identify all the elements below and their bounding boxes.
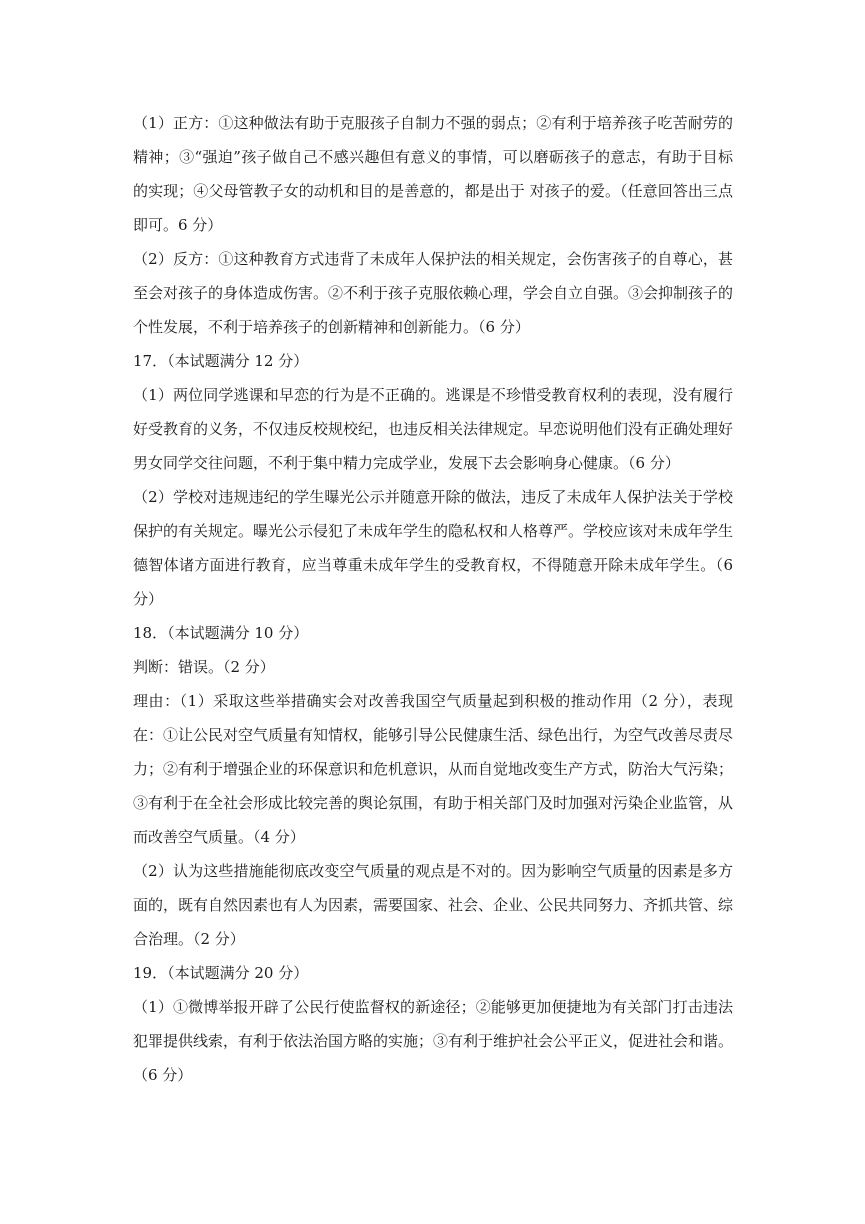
document-body: [133, 106, 733, 1092]
question-19-heading: 19．（本试题满分 20 分）: [133, 964, 309, 982]
answer-16-part-2: （2）反方：①这种教育方式违背了未成年人保护法的相关规定，会伤害孩子的自尊心，甚至会对孩子的身体造成伤害。②不利于孩子克服依赖心理，学会自立自强。③会抑制孩子的个性发展，不利于培养孩子的创新精神和创新能力。（6 分）: [133, 250, 734, 336]
answer-17-part-2: （2）学校对违规违纪的学生曝光公示并随意开除的做法，违反了未成年人保护法关于学校保护的有关规定。曝光公示侵犯了未成年学生的隐私权和人格尊严。学校应该对未成年学生德智体诸方面进行教育，应当尊重未成年学生的受教育权，不得随意开除未成年学生。（6 分）: [133, 488, 734, 608]
answer-17-part-1: （1）两位同学逃课和早恋的行为是不正确的。逃课是不珍惜受教育权利的表现，没有履行好受教育的义务，不仅违反校规校纪，也违反相关法律规定。早恋说明他们没有正确处理好男女同学交往问题，不利于集中精力完成学业，发展下去会影响身心健康。（6 分）: [133, 386, 734, 472]
question-18-heading: 18．（本试题满分 10 分）: [133, 624, 309, 642]
answer-18-reason-1: 理由：（1）采取这些举措确实会对改善我国空气质量起到积极的推动作用（2 分），表现在：①让公民对空气质量有知情权，能够引导公民健康生活、绿色出行，为空气改善尽责尽力；②有利于增强企业的环保意识和危机意识，从而自觉地改变生产方式，防治大气污染；③有利于在全社会形成比较完善的舆论氛围，有助于相关部门及时加强对污染企业监管，从而改善空气质量。（4 分）: [133, 692, 734, 846]
question-17-heading: 17．（本试题满分 12 分）: [133, 352, 309, 370]
answer-16-part-1: （1）正方：①这种做法有助于克服孩子自制力不强的弱点；②有利于培养孩子吃苦耐劳的精神；③“强迫”孩子做自己不感兴趣但有意义的事情，可以磨砺孩子的意志，有助于目标的实现；④父母管教子女的动机和目的是善意的，都是出于 对孩子的爱。（任意回答出三点即可。6 分）: [133, 114, 733, 234]
answer-18-reason-2: （2）认为这些措施能彻底改变空气质量的观点是不对的。因为影响空气质量的因素是多方面的，既有自然因素也有人为因素，需要国家、社会、企业、公民共同努力、齐抓共管、综合治理。（2 分）: [133, 862, 734, 948]
answer-18-judgment: 判断：错误。（2 分）: [133, 658, 275, 676]
answer-19-part-1: （1）①微博举报开辟了公民行使监督权的新途径；②能够更加便捷地为有关部门打击违法犯罪提供线索，有利于依法治国方略的实施；③有利于维护社会公平正义，促进社会和谐。（6 分）: [133, 998, 734, 1084]
